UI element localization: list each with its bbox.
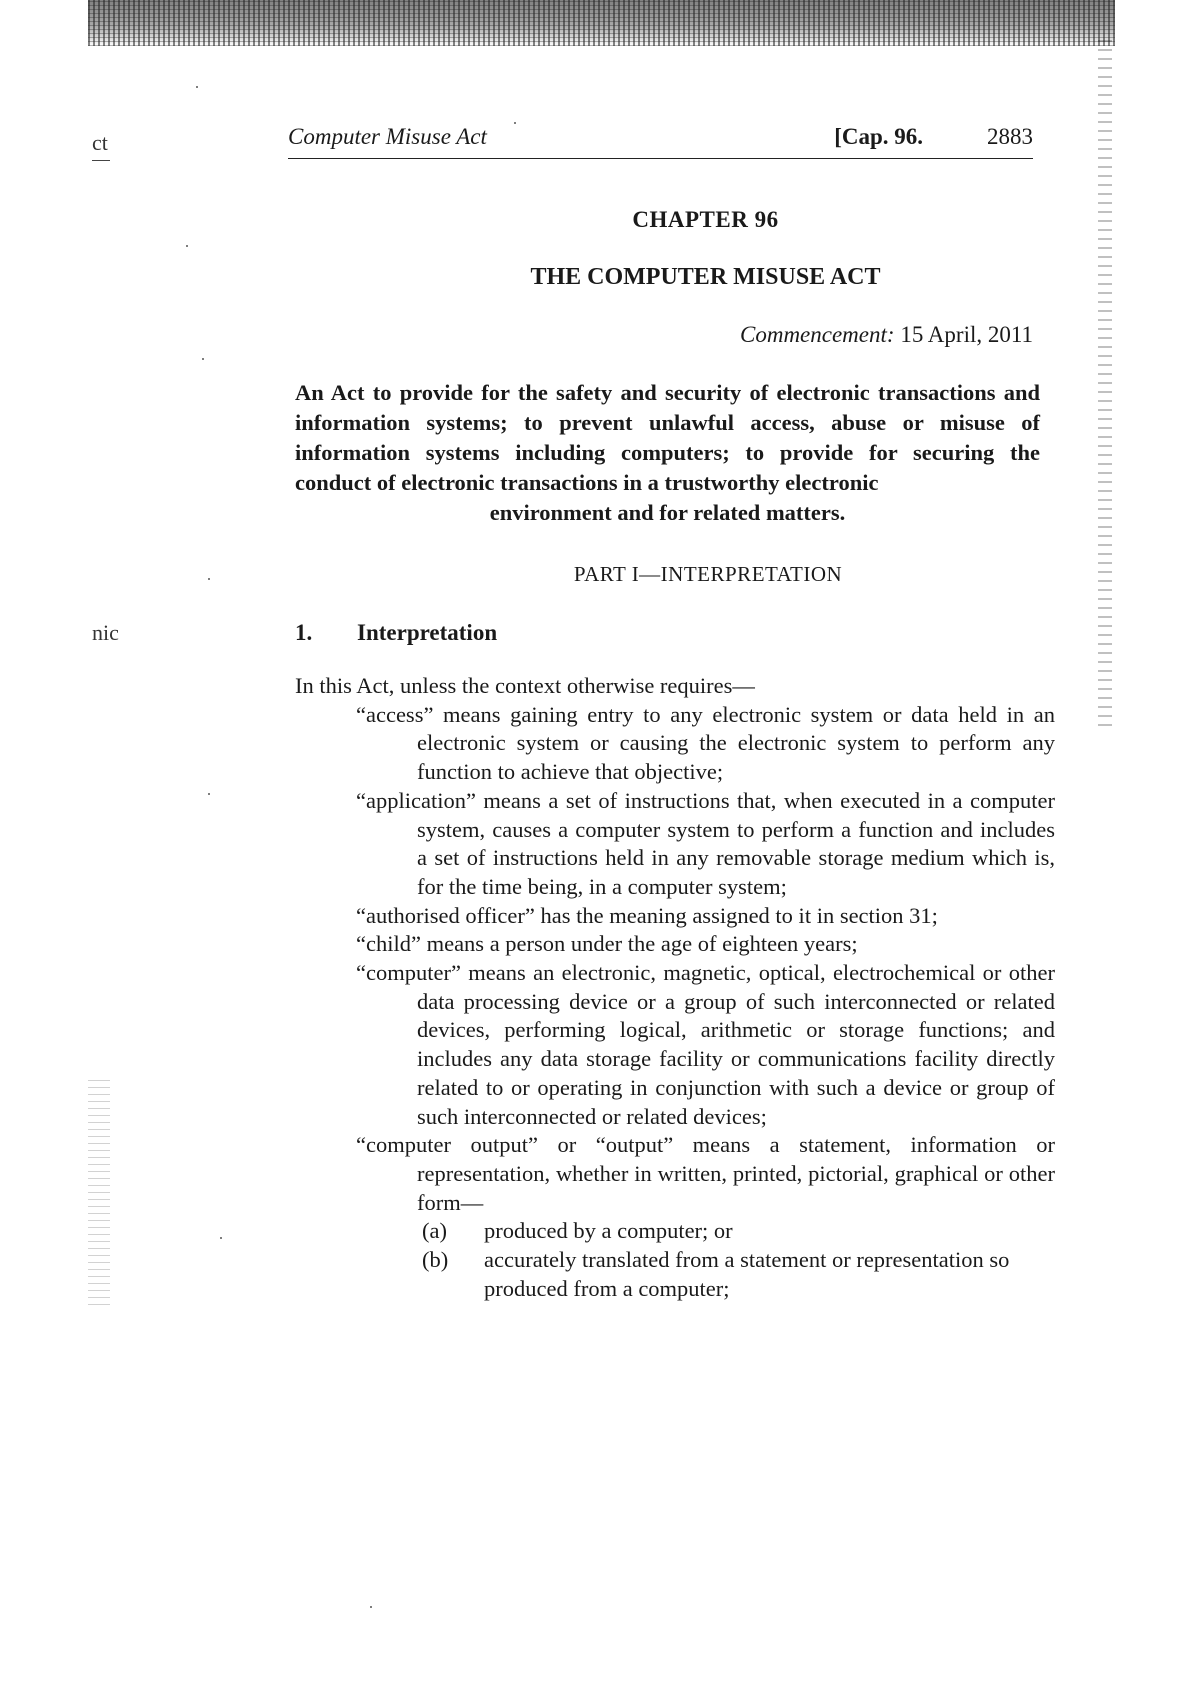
definition-application: “application” means a set of instructions that, when executed in a computer system, causes a computer system to perform a function and includes a set of instructions held in any removable storage medium which is, for the time being, in a computer system; — [356, 787, 1055, 899]
act-title: THE COMPUTER MISUSE ACT — [530, 264, 881, 290]
list-item-label: (b) — [422, 1247, 449, 1273]
output-sublist — [422, 1217, 1055, 1303]
running-head — [288, 124, 1033, 159]
list-item — [422, 1246, 1055, 1303]
section-title: Interpretation — [357, 620, 498, 645]
definition-computer-output: “computer output” or “output” means a statement, information or representation, whether in written, printed, pictorial, graphical or other form— — [356, 1132, 1055, 1215]
scan-speck — [370, 1606, 372, 1608]
commencement-date: 15 April, 2011 — [900, 322, 1033, 347]
scan-speck — [208, 578, 210, 580]
section-intro: In this Act, unless the context otherwise requires— — [295, 673, 755, 698]
list-item-label: (a) — [422, 1218, 447, 1244]
commencement-label: Commencement: — [740, 322, 895, 347]
page-number: 2883 — [987, 124, 1033, 149]
long-title-last-line: environment and for related matters. — [489, 500, 846, 525]
long-title-text: An Act to provide for the safety and security of electronic transactions and information systems; to prevent unlawful access, abuse or misuse of information systems including computers; to provide for securing the conduct of electronic transactions in a trustworthy electronic — [295, 380, 1040, 495]
part-heading: PART I—INTERPRETATION — [573, 562, 843, 586]
long-title — [295, 378, 1040, 528]
list-item-text: produced by a computer; or — [484, 1218, 733, 1244]
scan-speck — [220, 1237, 222, 1239]
section-body — [295, 672, 1055, 1303]
scan-speck — [202, 358, 204, 360]
scan-artifact-right-edge — [1098, 40, 1112, 730]
definition-authorised-officer: “authorised officer” has the meaning assigned to it in section 31; — [356, 902, 938, 928]
running-head-cap: [Cap. 96. — [834, 124, 923, 149]
section-number: 1. — [295, 620, 313, 645]
margin-fragment-underline — [92, 160, 110, 161]
definition-access: “access” means gaining entry to any electronic system or data held in an electronic system or causing the electronic system to perform any function to achieve that objective; — [356, 701, 1055, 785]
list-item — [422, 1217, 1055, 1246]
scan-speck — [196, 86, 198, 88]
margin-fragment-top: ct — [92, 130, 108, 155]
definition-child: “child” means a person under the age of eighteen years; — [356, 931, 858, 957]
section-heading — [295, 620, 497, 646]
scan-artifact-top — [88, 0, 1115, 46]
scan-speck — [208, 793, 210, 795]
commencement — [740, 322, 1033, 348]
definition-computer: “computer” means an electronic, magnetic, optical, electrochemical or other data processing device or a group of such interconnected or related devices, performing logical, arithmetic or storage functions; and includes any data storage facility or communications facility directly related to or operating in conjunction with such a device or group of such interconnected or related devices; — [356, 960, 1055, 1129]
chapter-heading: CHAPTER 96 — [632, 207, 779, 232]
running-head-title: Computer Misuse Act — [288, 124, 487, 149]
scan-speck — [186, 245, 188, 247]
list-item-text: accurately translated from a statement or representation so produced from a computer; — [484, 1247, 1010, 1301]
margin-fragment-middle: nic — [92, 620, 119, 645]
scan-artifact-left-dots — [88, 1080, 110, 1310]
